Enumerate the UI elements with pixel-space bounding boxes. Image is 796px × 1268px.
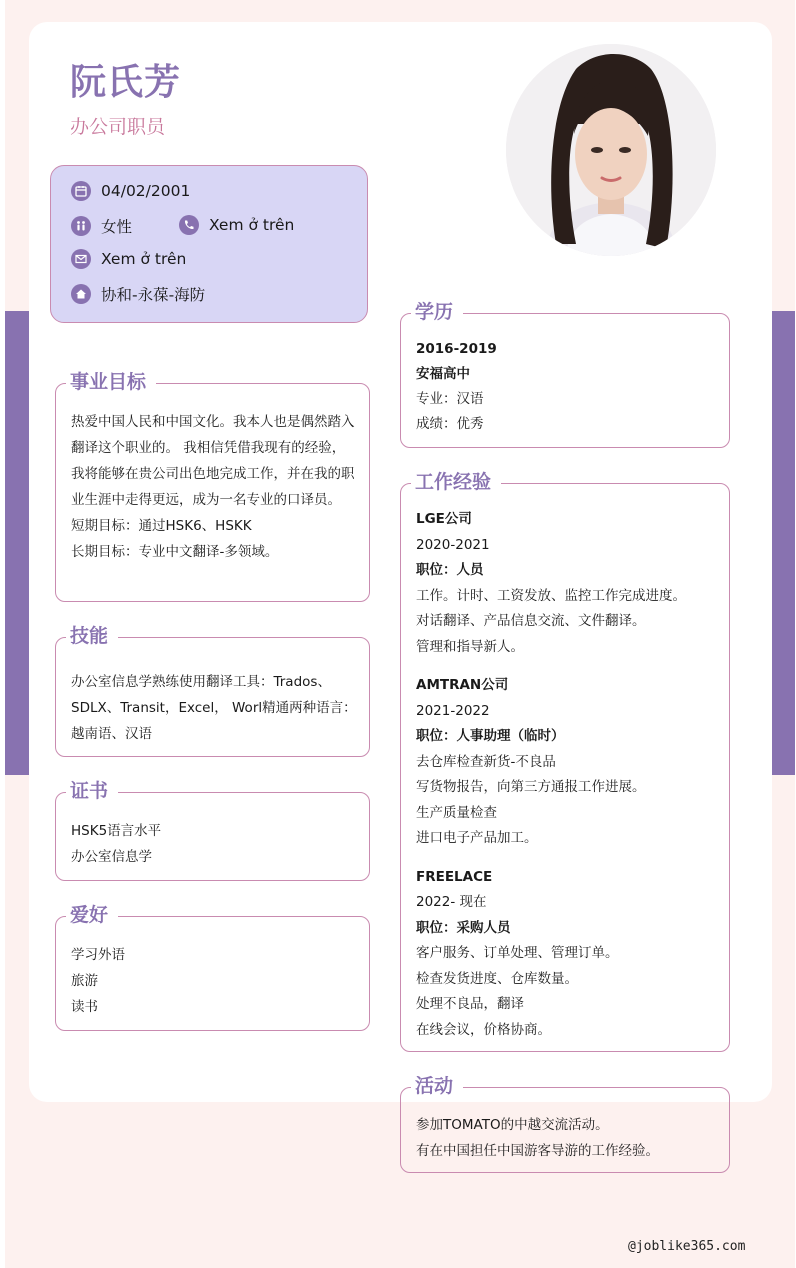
- job-company: AMTRAN公司: [416, 677, 509, 693]
- phone-row: [179, 215, 294, 235]
- job-duty: 管理和指导新人。: [416, 638, 524, 655]
- education-school: 安福高中: [416, 366, 470, 382]
- home-icon: [71, 284, 91, 304]
- address-value: 协和-永葆-海防: [101, 286, 206, 304]
- hobbies-title: 爱好: [66, 902, 118, 928]
- job-company: LGE公司: [416, 511, 472, 527]
- experience-title: 工作经验: [411, 469, 501, 495]
- education-grade: 成绩：优秀: [416, 416, 484, 432]
- hobbies-section: [55, 904, 370, 1031]
- career-goal-paragraph: 热爱中国人民和中国文化。我本人也是偶然踏入翻译这个职业的。 我相信凭借我现有的经验，我将能够在贵公司出色地完成工作，并在我的职业生涯中走得更远，成为一名专业的口译员。: [71, 414, 355, 508]
- job-duty: 客户服务、订单处理、管理订单。: [416, 945, 619, 961]
- career-goal-section: [55, 371, 370, 602]
- job-duty: 检查发货进度、仓库数量。: [416, 970, 578, 987]
- candidate-job-title: 办公司职员: [70, 116, 166, 138]
- profile-photo: [506, 44, 716, 256]
- job-period: 2022- 现在: [416, 894, 487, 910]
- birthday-row: [71, 181, 190, 201]
- job-position: 职位：人事助理（临时）: [416, 728, 565, 744]
- certificates-section: [55, 780, 370, 881]
- hobby-item: 旅游: [71, 973, 98, 989]
- education-period: 2016-2019: [416, 341, 497, 357]
- job-duty: 写货物报告，向第三方通报工作进展。: [416, 779, 646, 795]
- job-company: FREELACE: [416, 868, 493, 885]
- job-duty: 去仓库检查新货-不良品: [416, 753, 556, 770]
- activities-section: [400, 1075, 730, 1173]
- right-accent-bar: [772, 311, 795, 775]
- job-duty: 生产质量检查: [416, 804, 497, 821]
- job-duty: 在线会议，价格协商。: [416, 1021, 551, 1038]
- long-term-goal: 长期目标：专业中文翻译-多领域。: [71, 544, 279, 560]
- hobby-item: 读书: [71, 999, 98, 1015]
- email-value: Xem ở trên: [101, 250, 187, 268]
- short-term-goal: 短期目标：通过HSK6、HSKK: [71, 518, 252, 534]
- career-goal-title: 事业目标: [66, 369, 156, 395]
- birthday-value: 04/02/2001: [101, 182, 191, 200]
- gender-icon: [71, 216, 91, 236]
- job-position: 职位：采购人员: [416, 919, 511, 936]
- activity-item: 有在中国担任中国游客导游的工作经验。: [416, 1143, 659, 1159]
- footer-watermark: @joblike365.com: [628, 1239, 746, 1254]
- job-period: 2020-2021: [416, 536, 490, 553]
- phone-icon: [179, 215, 199, 235]
- education-major: 专业：汉语: [416, 391, 484, 407]
- activities-title: 活动: [411, 1073, 463, 1099]
- job-position: 职位：人员: [416, 562, 484, 578]
- mail-icon: [71, 249, 91, 269]
- certificate-item: HSK5语言水平: [71, 823, 162, 839]
- gender-row: [71, 215, 132, 237]
- skills-text: 办公室信息学熟练使用翻译工具：Trados、SDLX、Transit，Excel， Worl精通两种语言：越南语、汉语: [71, 674, 357, 742]
- email-row: [71, 249, 186, 269]
- education-section: [400, 301, 730, 448]
- gender-value: 女性: [101, 218, 133, 236]
- skills-title: 技能: [66, 623, 118, 649]
- activity-item: 参加TOMATO的中越交流活动。: [416, 1117, 609, 1133]
- education-title: 学历: [411, 299, 463, 325]
- phone-value: Xem ở trên: [209, 216, 295, 234]
- job-duty: 处理不良品，翻译: [416, 996, 524, 1012]
- job-duty: 工作。计时、工资发放、监控工作完成进度。: [416, 587, 686, 604]
- skills-section: [55, 625, 370, 757]
- certificates-title: 证书: [66, 778, 118, 804]
- address-row: [71, 283, 205, 305]
- job-duty: 对话翻译、产品信息交流、文件翻译。: [416, 613, 646, 629]
- experience-section: [400, 471, 730, 1052]
- left-accent-bar: [5, 311, 29, 775]
- candidate-name: 阮氏芳: [70, 62, 182, 103]
- hobby-item: 学习外语: [71, 947, 125, 963]
- certificate-item: 办公室信息学: [71, 849, 152, 865]
- job-period: 2021-2022: [416, 702, 490, 719]
- calendar-icon: [71, 181, 91, 201]
- job-duty: 进口电子产品加工。: [416, 830, 538, 846]
